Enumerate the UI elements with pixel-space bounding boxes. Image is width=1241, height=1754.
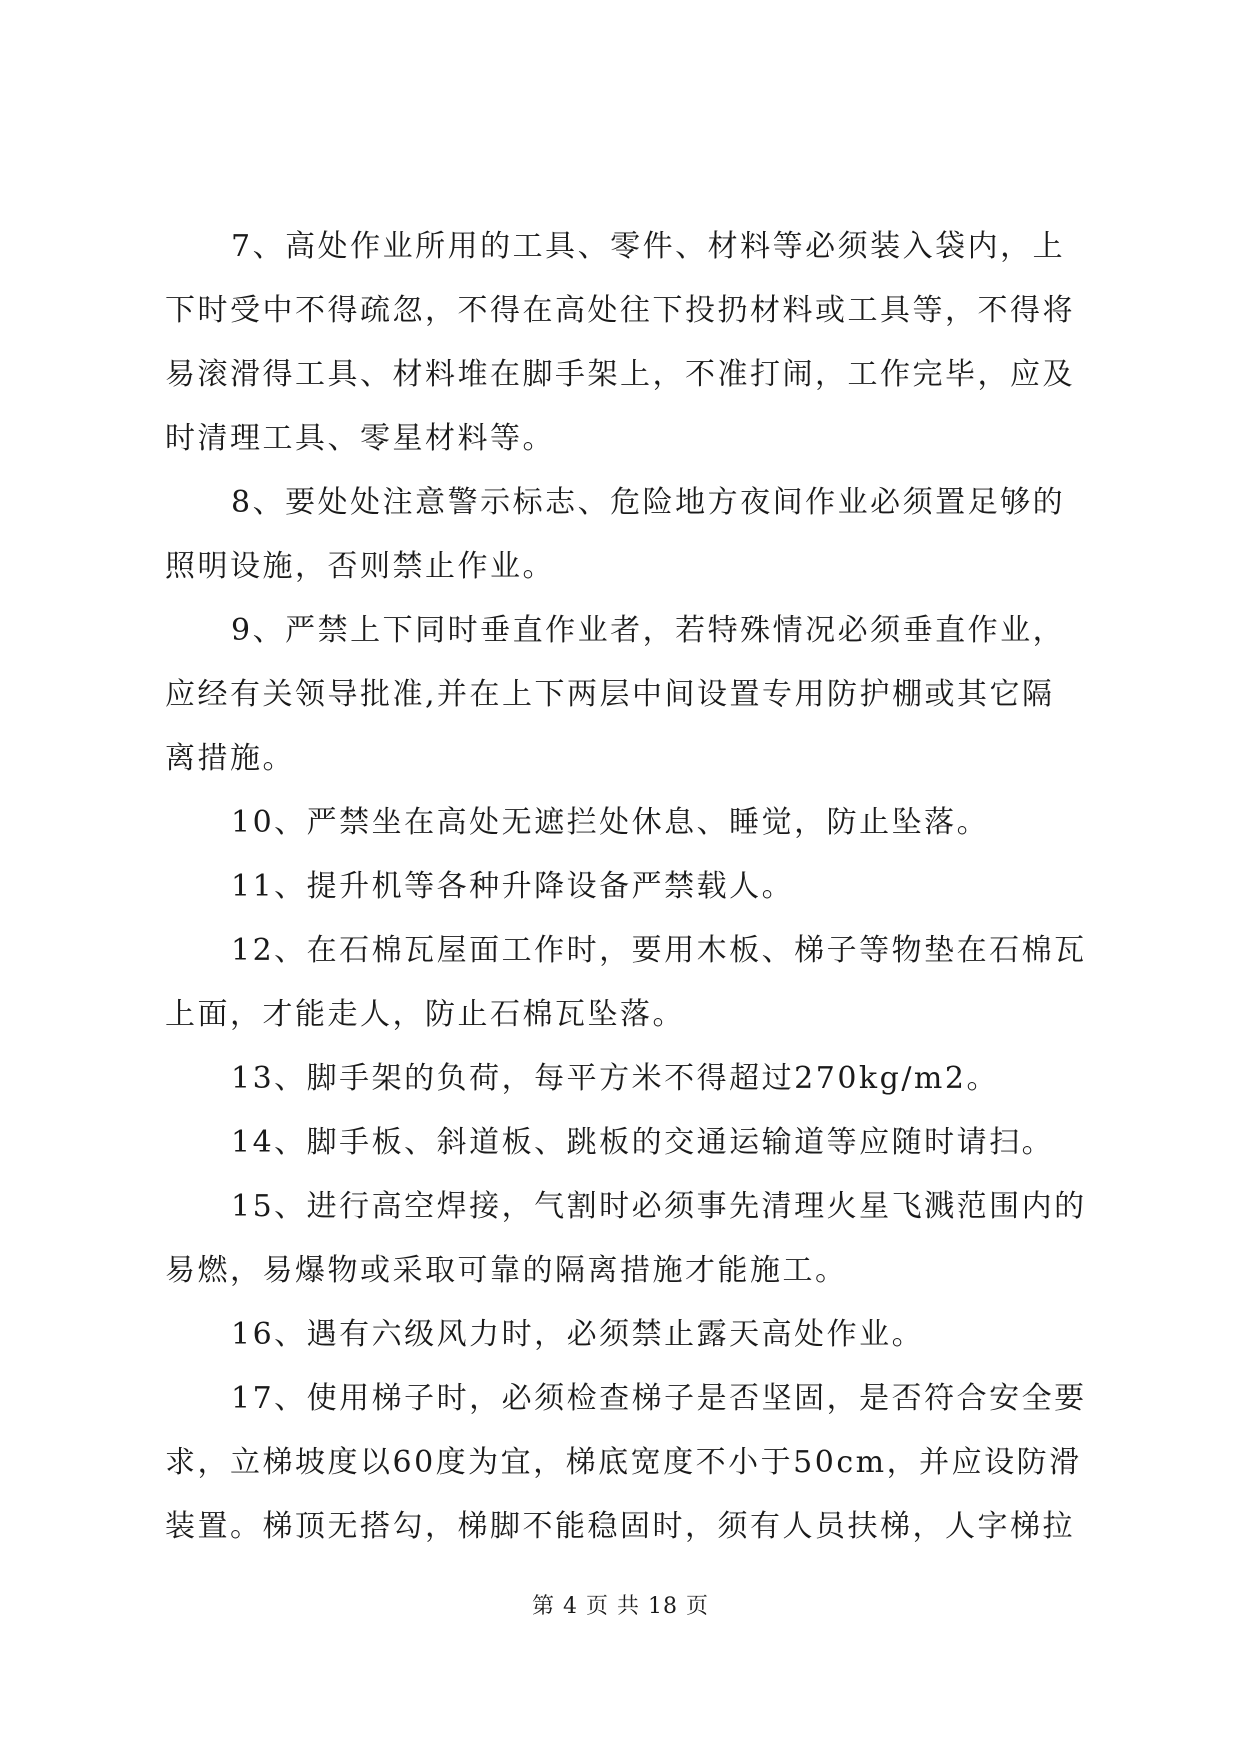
page-number-label: 第 4 页 共 18 页: [532, 1594, 709, 1619]
paragraph-line: 7、高处作业所用的工具、零件、材料等必须装入袋内，上: [231, 229, 1066, 264]
paragraph-line: 10、严禁坐在高处无遮拦处休息、睡觉，防止坠落。: [231, 805, 990, 840]
paragraph-line: 易燃，易爆物或采取可靠的隔离措施才能施工。: [165, 1253, 848, 1288]
paragraph-line: 14、脚手板、斜道板、跳板的交通运输道等应随时请扫。: [231, 1125, 1055, 1160]
paragraph-line: 求，立梯坡度以60度为宜，梯底宽度不小于50cm，并应设防滑: [165, 1445, 1082, 1480]
paragraph-17: [165, 1381, 1087, 1544]
paragraph-line: 17、使用梯子时，必须检查梯子是否坚固，是否符合安全要: [231, 1381, 1087, 1416]
paragraph-15: [165, 1189, 1087, 1288]
paragraph-12: [165, 933, 1087, 1032]
paragraph-14: [165, 1125, 1083, 1160]
paragraph-line: 装置。梯顶无搭勾，梯脚不能稳固时，须有人员扶梯，人字梯拉: [165, 1509, 1075, 1544]
paragraph-line: 离措施。: [165, 741, 295, 776]
paragraph-line: 照明设施，否则禁止作业。: [165, 549, 555, 584]
paragraph-line: 9、严禁上下同时垂直作业者，若特殊情况必须垂直作业，: [231, 613, 1066, 648]
paragraph-line: 下时受中不得疏忽，不得在高处往下投扔材料或工具等，不得将: [165, 293, 1075, 328]
paragraph-16: [165, 1317, 1083, 1352]
paragraph-8: [165, 485, 1083, 584]
paragraph-line: 13、脚手架的负荷，每平方米不得超过270kg/m2。: [231, 1061, 999, 1096]
page-footer: [0, 1594, 1241, 1620]
paragraph-7: [165, 229, 1083, 456]
paragraph-line: 易滚滑得工具、材料堆在脚手架上，不准打闹，工作完毕，应及: [165, 357, 1075, 392]
paragraph-10: [165, 805, 1083, 840]
paragraph-9: [165, 613, 1083, 776]
paragraph-line: 12、在石棉瓦屋面工作时，要用木板、梯子等物垫在石棉瓦: [231, 933, 1087, 968]
paragraph-line: 11、提升机等各种升降设备严禁载人。: [231, 869, 795, 904]
paragraph-line: 上面，才能走人，防止石棉瓦坠落。: [165, 997, 685, 1032]
paragraph-13: [165, 1061, 1083, 1096]
document-body: [165, 229, 1087, 1544]
paragraph-line: 8、要处处注意警示标志、危险地方夜间作业必须置足够的: [231, 485, 1066, 520]
paragraph-11: [165, 869, 1083, 904]
paragraph-line: 16、遇有六级风力时，必须禁止露天高处作业。: [231, 1317, 925, 1352]
paragraph-line: 应经有关领导批准,并在上下两层中间设置专用防护棚或其它隔: [165, 677, 1055, 712]
paragraph-line: 15、进行高空焊接，气割时必须事先清理火星飞溅范围内的: [231, 1189, 1087, 1224]
paragraph-line: 时清理工具、零星材料等。: [165, 421, 555, 456]
